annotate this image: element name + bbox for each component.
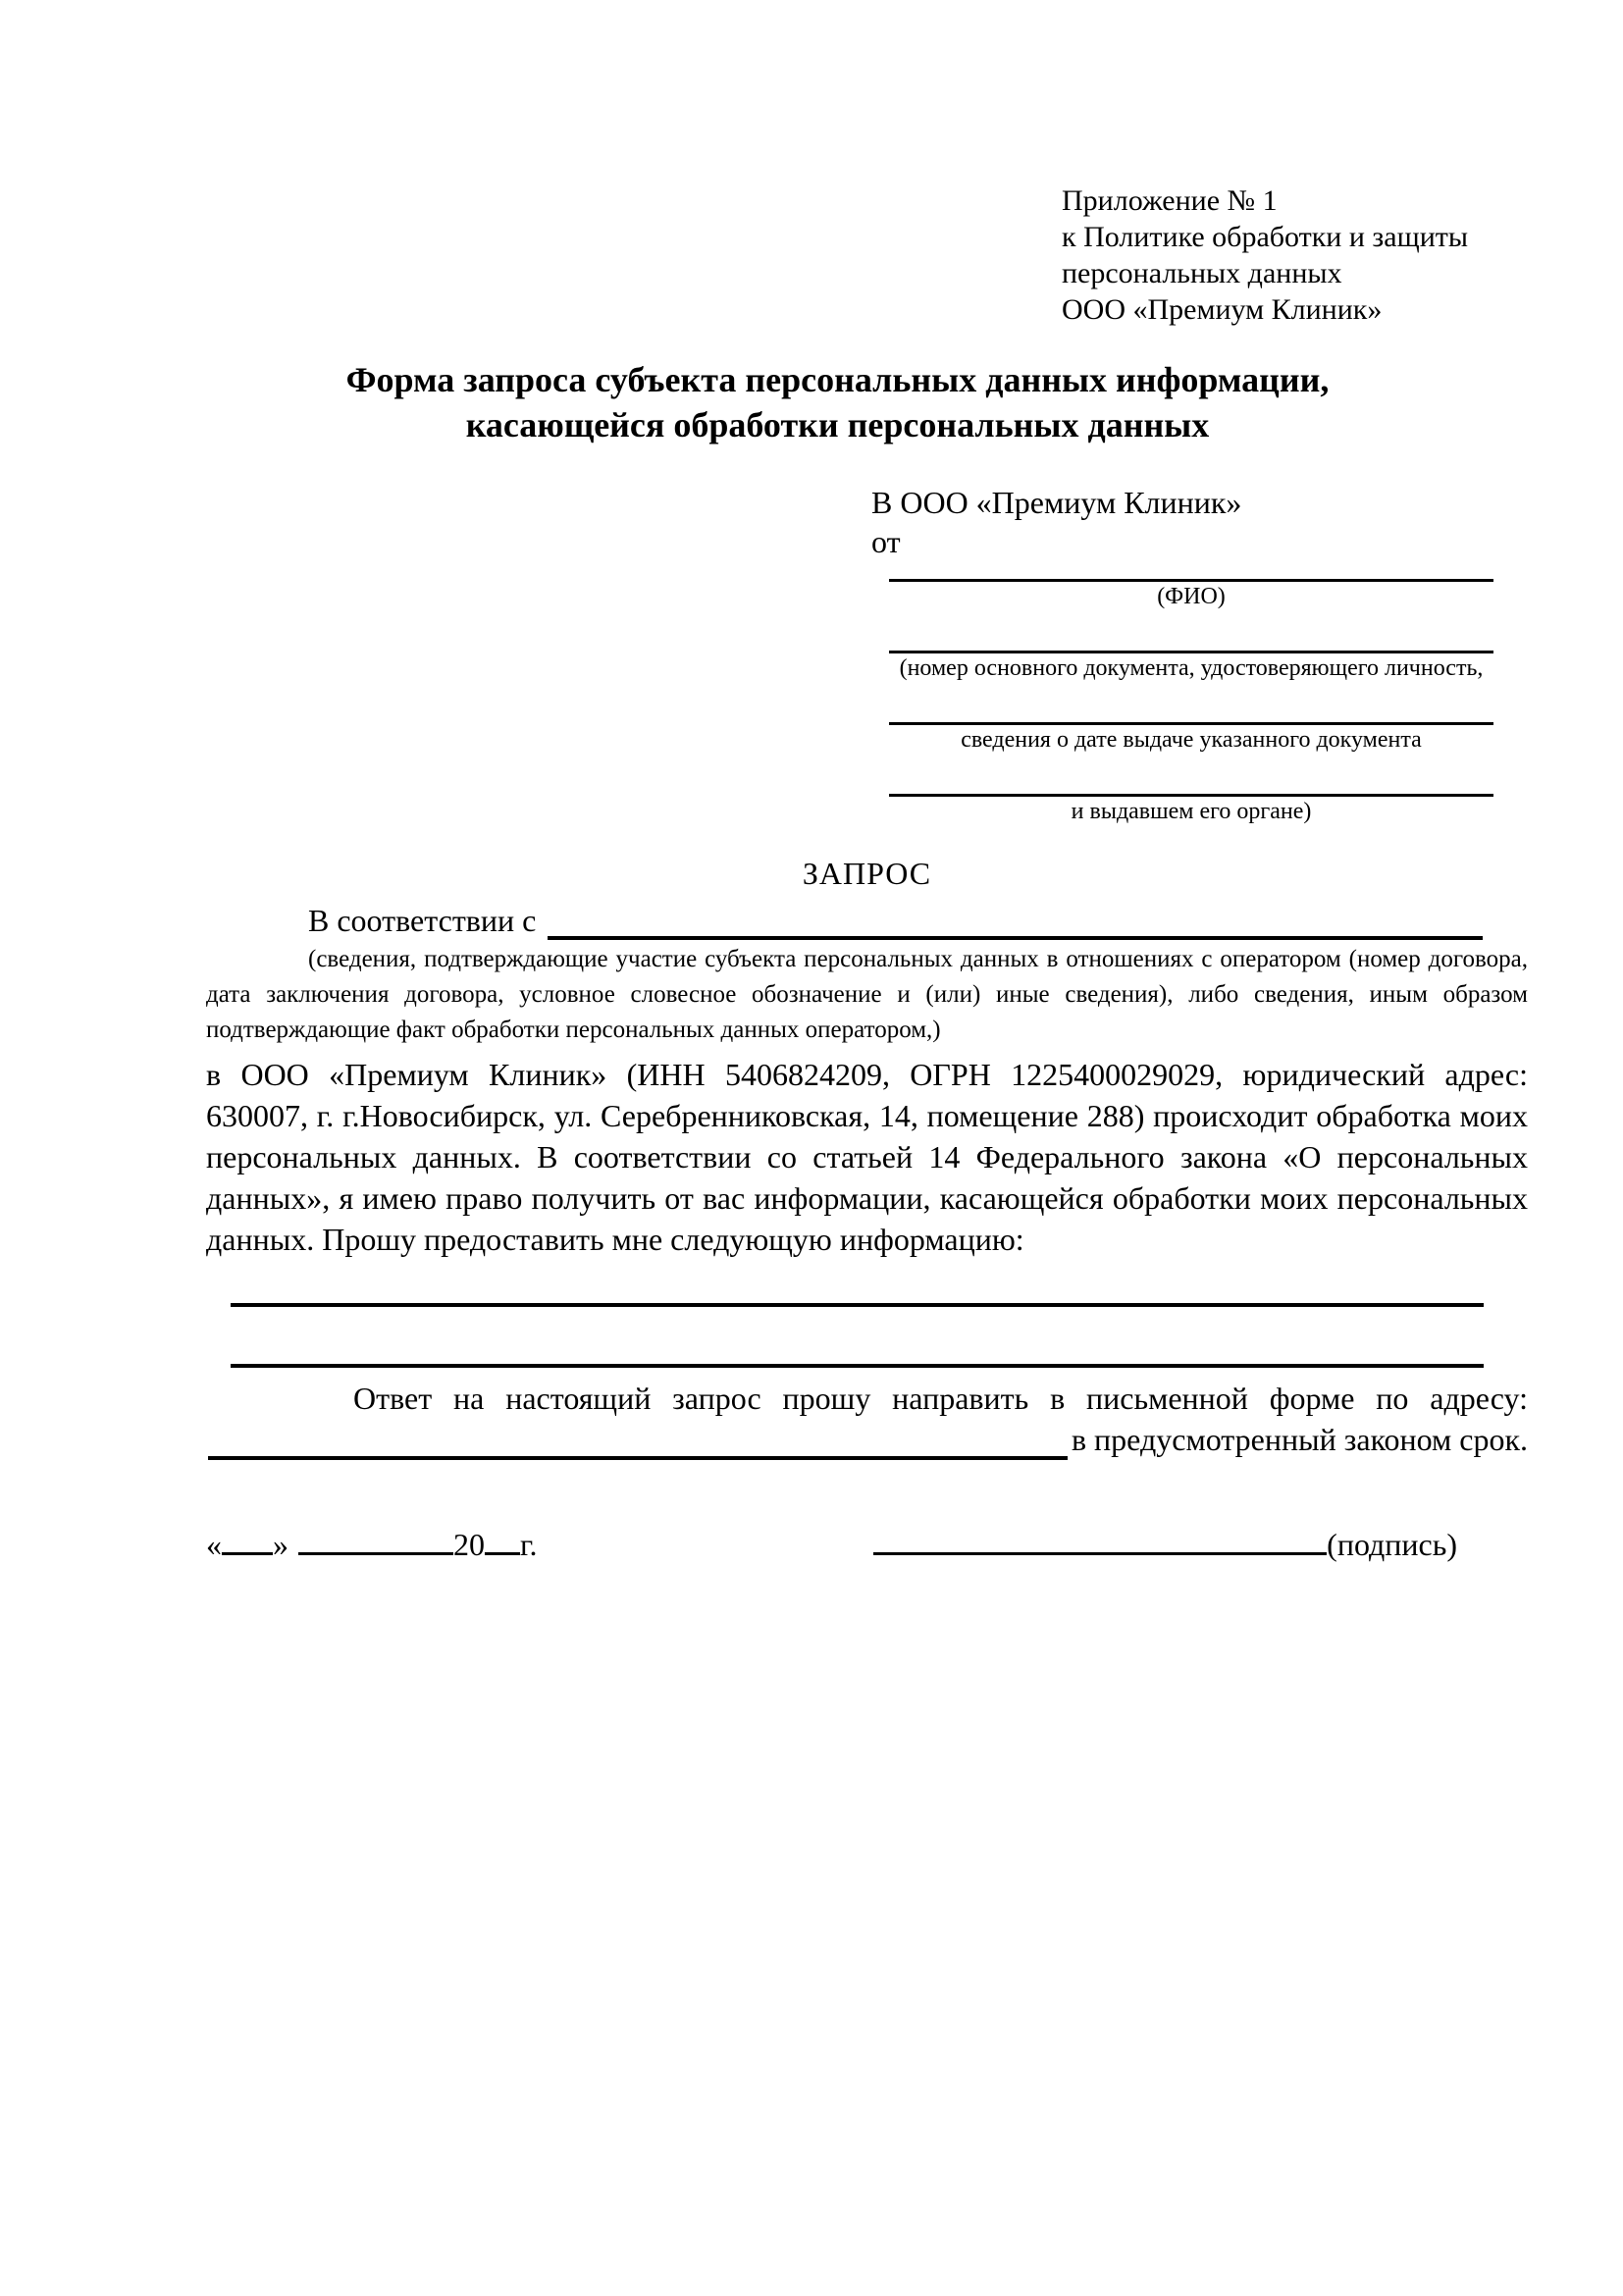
accordance-row: [206, 901, 1528, 940]
identity-document-field: [889, 633, 1493, 683]
identity-document-caption: (номер основного документа, удостоверяющего личность,: [899, 655, 1484, 681]
address-blank-line[interactable]: [208, 1423, 1068, 1460]
fio-blank-line[interactable]: [889, 561, 1493, 582]
issue-date-field: [889, 704, 1493, 755]
issuing-authority-blank-line[interactable]: [889, 776, 1493, 797]
requested-info-blank-line-1[interactable]: [231, 1278, 1484, 1307]
accordance-blank-line[interactable]: [548, 903, 1483, 940]
answer-address-row: [206, 1419, 1528, 1460]
day-blank-line[interactable]: [222, 1546, 273, 1555]
request-heading: ЗАПРОС: [802, 856, 932, 891]
issue-date-blank-line[interactable]: [889, 704, 1493, 725]
from-label: от: [871, 524, 901, 559]
signature-caption: (подпись): [1327, 1527, 1457, 1562]
fio-field: [889, 561, 1493, 611]
signature-blank-line[interactable]: [873, 1546, 1327, 1555]
answer-suffix: в предусмотренный законом срок.: [1071, 1422, 1528, 1457]
request-body: в ООО «Премиум Клиник» (ИНН 5406824209, ОГРН 1225400029029, юридический адрес: 630007, г. г.Новосибирск, ул. Серебренниковская, 14, помещение 288) происходит обработка моих персональных данных. В соответствии со статьей 14 Федерального закона «О персональных данных», я имею право получить от вас информации, касающейся обработки моих персональных данных. Прошу предоставить мне следующую информацию:: [206, 1057, 1528, 1257]
appendix-line: Приложение № 1: [1062, 184, 1278, 217]
year-blank-line[interactable]: [485, 1546, 520, 1555]
appendix-line: ООО «Премиум Клиник»: [1062, 293, 1383, 326]
month-blank-line[interactable]: [298, 1546, 453, 1555]
answer-sentence: Ответ на настоящий запрос прошу направить в письменной форме по адресу:: [353, 1381, 1528, 1416]
footer-row: [206, 1525, 1528, 1564]
date-open-quote: «: [206, 1527, 222, 1562]
addressee-block: [871, 483, 1493, 826]
year-prefix: 20: [453, 1527, 485, 1562]
issuing-authority-caption: и выдавшем его органе): [1071, 799, 1312, 824]
appendix-header: [1062, 183, 1528, 328]
fio-caption: (ФИО): [1157, 584, 1226, 609]
appendix-line: персональных данных: [1062, 257, 1342, 289]
accordance-note: (сведения, подтверждающие участие субъекта персональных данных в отношениях с оператором (номер договора, дата заключения договора, условное словесное обозначение и (или) иные сведения), либо сведения, иным образом подтверждающие факт обработки персональных данных оператором,): [206, 946, 1528, 1043]
issue-date-caption: сведения о дате выдаче указанного документа: [961, 727, 1422, 753]
issuing-authority-field: [889, 776, 1493, 826]
identity-document-blank-line[interactable]: [889, 633, 1493, 653]
document-title-line-1: Форма запроса субъекта персональных данных информации,: [345, 360, 1330, 399]
accordance-label: В соответствии с: [308, 903, 537, 938]
signature-field: [873, 1525, 1457, 1564]
date-close-quote: »: [273, 1527, 288, 1562]
year-suffix: г.: [520, 1527, 538, 1562]
requested-info-blank-line-2[interactable]: [231, 1338, 1484, 1368]
addressee-organization: В ООО «Премиум Клиник»: [871, 485, 1242, 520]
document-title: [147, 357, 1528, 447]
date-field: [206, 1525, 538, 1564]
document-title-line-2: касающейся обработки персональных данных: [465, 405, 1210, 444]
appendix-line: к Политике обработки и защиты: [1062, 221, 1469, 253]
